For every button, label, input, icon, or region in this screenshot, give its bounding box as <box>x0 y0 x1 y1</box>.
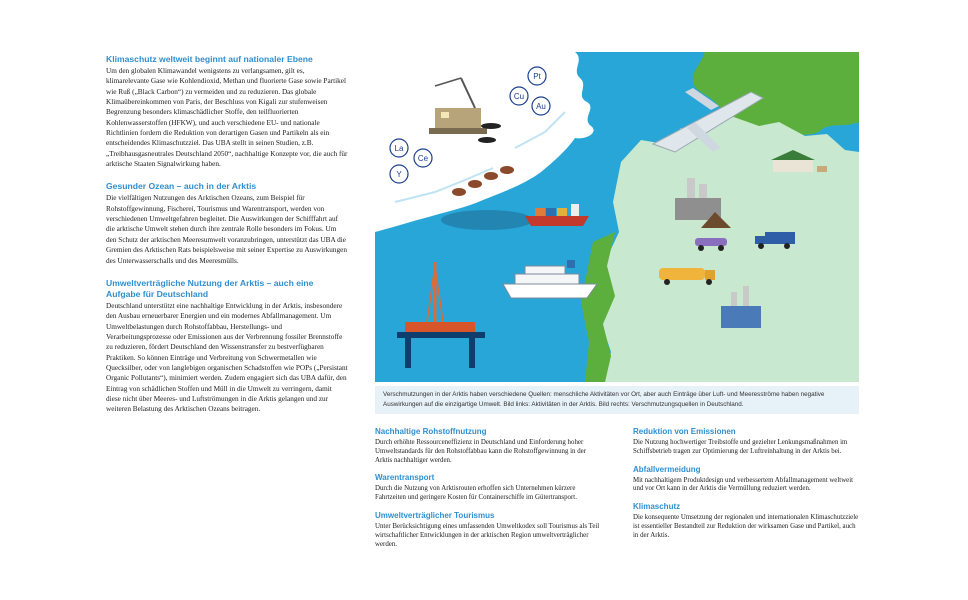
section-heading-gesunder-ozean: Gesunder Ozean – auch in der Arktis <box>106 181 257 192</box>
section-body-gesunder-ozean: Die vielfältigen Nutzungen des Arktischen Ozeans, zum Beispiel für Rohstoffgewinnung, Fischerei, Tourismus und Warentransport, werden von verschiedenen Umweltgefahren begleitet. Die Auswirkungen der Schifffahrt auf die arktische Umwelt stehen durch ihre zentrale Rolle besonders im Fokus. Um den Schutz der arktischen Meeresumwelt voranzubringen, unterstützt das UBA die Gremien des Arktischen Rats beispielsweise mit seiner Expertise zu Auswirkungen des Unterwasserschalls und des Meeresmülls. <box>106 194 348 265</box>
heading-tourismus: Umweltverträglicher Tourismus <box>375 510 495 520</box>
heading-klimaschutz: Klimaschutz <box>633 502 681 512</box>
element-bubble-ce <box>414 149 432 167</box>
bottom-column-right <box>633 427 859 549</box>
left-text-column <box>106 54 348 427</box>
section-body-klimaschutz-national: Um den globalen Klimawandel wenigstens zu verlangsamen, gilt es, klimarelevante Gase wie Kohlendioxid, Methan und fluorierte Gase sowie Partikel wie Ruß („Black Carbon“) zu vermeiden und zu reduzieren. Das globale Klimaübereinkommen von Paris, der Beschluss von Kigali zur stufenweisen Begrenzung besonders klimaschädlicher Stoffe, den teilfluorierten Kohlenwasserstoffen (HFKW), und auch verschiedene EU- und nationale Richtlinien fordern die Reduktion von derartigen Gasen und Partikeln als ein entscheidendes Klimaschutzziel. Das UBA stellt in seinen Studien, z.B. „Treibhausgasneutrales Deutschland 2050“, nachhaltige Konzepte vor, die auch für arktische Staaten Signalwirkung haben. <box>106 67 348 169</box>
section-heading-umweltvertraegliche-nutzung: Umweltverträgliche Nutzung der Arktis – auch eine Aufgabe für Deutschland <box>106 277 314 299</box>
section-heading-klimaschutz-national: Klimaschutz weltweit beginnt auf nationaler Ebene <box>106 54 313 64</box>
germany-land <box>601 116 859 382</box>
oil-slick <box>441 210 533 230</box>
figure-caption: Verschmutzungen in der Arktis haben verschiedene Quellen: menschliche Aktivitäten vor Ort, aber auch Einträge über Luft- und Meeresströme haben negative Auswirkungen auf die einzigartige Umwelt. Bild links: Aktivitäten in der Arktis. Bild rechts: Verschmutzungsquellen in Deutschland. <box>375 386 859 414</box>
text-tourismus: Unter Berücksichtigung eines umfassenden Umweltkodex soll Tourismus als Teil wirtschaftlicher Entwicklungen in der arktischen Region umweltverträglicher werden. <box>375 522 600 548</box>
element-bubble-la <box>390 139 408 157</box>
section-body-umweltvertraegliche-nutzung: Deutschland unterstützt eine nachhaltige Entwicklung in der Arktis, insbesondere den Ausbau erneuerbarer Energien und ein modernes Abfallmanagement. Um Umweltbelastungen durch Rohstoffabbau, Herstellungs- und Verarbeitungsprozesse oder Emissionen aus der Verbrennung fossiler Brennstoffe zu reduzieren, fördert Deutschland den Wissenstransfer zu bestverfügbaren Praktiken. So können Einträge und Verbreitung von Schwermetallen wie Quecksilber, oder von langlebigen organischen Schadstoffen wie POPs („Persistant Organic Pollutants“), minimiert werden. Zudem engagiert sich das UBA dafür, den Eintrag von schädlichen Stoffen und Müll in die Umwelt zu verringern, damit diese nicht über Meeres- und Luftströmungen in die Arktis gelangen und zur weiteren Belastung des Arktischen Ozeans beitragen. <box>106 301 348 414</box>
heading-rohstoffnutzung: Nachhaltige Rohstoffnutzung <box>375 427 487 436</box>
text-rohstoffnutzung: Durch erhöhte Ressourceneffizienz in Deutschland und Einforderung hoher Umweltstandards für den Rohstoffabbau kann die Rohstoffgewinnung in der Arktis nachhaltiger werden. <box>375 439 587 464</box>
illustration-svg <box>375 52 859 382</box>
text-klimaschutz: Die konsequente Umsetzung der regionalen und internationalen Klimaschutzziele ist essentieller Bestandteil zur Reduktion der wirksamen Gase und Partikel, auch in der Arktis. <box>633 514 859 539</box>
text-warentransport: Durch die Nutzung von Arktisrouten erhoffen sich Unternehmen kürzere Fahrtzeiten und geringere Kosten für Containerschiffe im Gütertransport. <box>375 485 577 502</box>
svg-text:Pt: Pt <box>533 72 541 81</box>
bottom-column-left <box>375 427 601 557</box>
svg-text:Ce: Ce <box>417 154 429 163</box>
text-emissionen: Die Nutzung hochwertiger Treibstoffe und gezielter Lenkungsmaßnahmen im Schiffsbetrieb tragen zur Optimierung der Luftreinhaltung in der Arktis bei. <box>633 439 848 455</box>
element-bubble-au <box>532 97 550 115</box>
element-bubble-y <box>390 165 408 183</box>
heading-emissionen: Reduktion von Emissionen <box>633 427 736 436</box>
svg-text:Cu: Cu <box>513 92 525 101</box>
svg-text:Y: Y <box>396 170 402 179</box>
svg-text:Au: Au <box>536 102 546 111</box>
element-bubble-pt <box>528 67 546 85</box>
heading-abfallvermeidung: Abfallvermeidung <box>633 464 701 474</box>
arctic-germany-illustration <box>375 52 859 382</box>
heading-warentransport: Warentransport <box>375 473 435 483</box>
text-abfallvermeidung: Mit nachhaltigem Produktdesign und verbessertem Abfallmanagement weltweit und vor Ort kann in der Arktis die Vermüllung reduziert werden. <box>633 476 854 493</box>
element-bubble-cu <box>510 87 528 105</box>
svg-text:La: La <box>394 144 404 153</box>
